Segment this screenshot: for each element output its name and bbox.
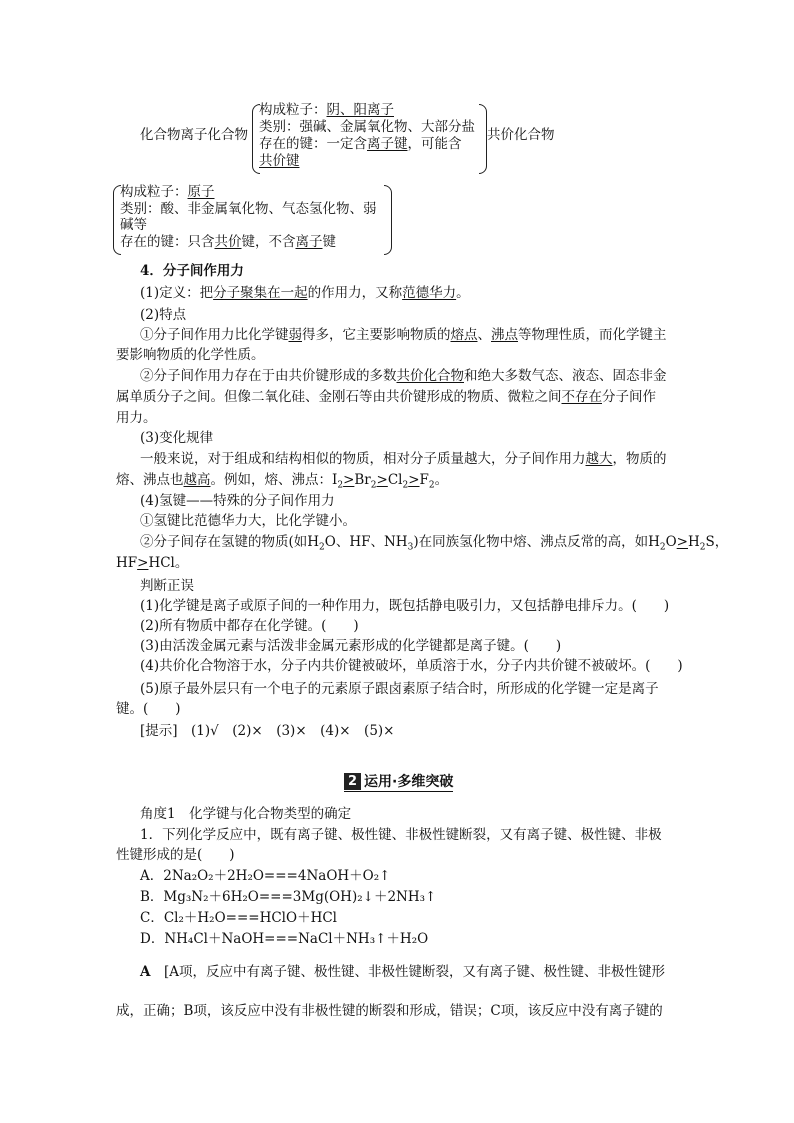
judge-q1: (1)化学键是离子或原子间的一种作用力，既包括静电吸引力，又包括静电排斥力。( ) (140, 598, 670, 614)
feature2-line3: 用力。 (116, 410, 157, 426)
hbond-line3: HF>HCl。 (116, 555, 189, 571)
judge-q5-line1: (5)原子最外层只有一个电子的元素原子跟卤素原子结合时，所形成的化学键一定是离子 (140, 681, 659, 697)
option-d: D．NH₄Cl＋NaOH===NaCl＋NH₃↑＋H₂O (140, 931, 429, 947)
ionic-right-brace (479, 104, 487, 174)
feature2-line1: ②分子间作用力存在于由共价键形成的多数共价化合物和绝大多数气态、液态、固态非金 (140, 368, 667, 384)
hbond-line2: ②分子间存在氢键的物质(如$H_2O$、HF、$NH_3$)在同族氢化物中熔、沸点反常的高，如$H_2O>H_2S$， (140, 534, 729, 553)
features-title: (2)特点 (140, 307, 187, 323)
section-banner-title: 运用·多维突破 (364, 774, 454, 790)
rule-line1: 一般来说，对于组成和结构相似的物质，相对分子质量越大，分子间作用力越大，物质的 (140, 451, 667, 467)
hbond-title: (4)氢键——特殊的分子间作用力 (140, 493, 335, 509)
ionic-bond: 存在的键：一定含离子键，可能含 (259, 136, 462, 152)
hbond-line1: ①氢键比范德华力大，比化学键小。 (140, 513, 356, 529)
definition-line: (1)定义：把分子聚集在一起的作用力，又称范德华力。 (140, 285, 470, 301)
option-a: A．2Na₂O₂＋2H₂O===4NaOH＋O₂↑ (140, 868, 391, 884)
covalent-right-brace (384, 185, 392, 255)
judge-q5-line2: 键。( ) (116, 701, 181, 717)
judge-q2: (2)所有物质中都存在化学键。( ) (140, 618, 359, 634)
covalent-bond: 存在的键：只含共价键，不含离子键 (120, 234, 336, 250)
covalent-category-line2: 碱等 (120, 217, 147, 233)
question-line2: 性键形成的是( ) (116, 847, 235, 863)
section-number-badge: 2 (344, 773, 361, 790)
feature1-line2: 要影响物质的化学性质。 (116, 347, 265, 363)
answer-letter: A (140, 964, 151, 980)
section-banner (344, 772, 453, 792)
option-b: B．Mg₃N₂＋6H₂O===3Mg(OH)₂↓＋2NH₃↑ (140, 889, 437, 905)
diagram-trail: 共价化合物 (487, 127, 555, 143)
answer-line1: A [A项，反应中有离子键、极性键、非极性键断裂，又有离子键、极性键、非极性键形 (140, 964, 665, 980)
rule-title: (3)变化规律 (140, 430, 214, 446)
rule-line2: 熔、沸点也越高。例如，熔、沸点：$I_2>Br_2>Cl_2>F_2$。 (116, 472, 449, 491)
section4-heading: 4．分子间作用力 (140, 263, 244, 279)
angle-title: 角度1 化学键与化合物类型的确定 (140, 806, 352, 822)
judge-hint: [提示] (1)√ (2)× (3)× (4)× (5)× (140, 723, 395, 739)
diagram-lead: 化合物离子化合物 (140, 127, 248, 143)
feature1-line1: ①分子间作用力比化学键弱得多，它主要影响物质的熔点、沸点等物理性质，而化学键主 (140, 327, 667, 343)
option-c: C．Cl₂＋H₂O===HClO＋HCl (140, 910, 337, 926)
judge-q3: (3)由活泼金属元素与活泼非金属元素形成的化学键都是离子键。( ) (140, 638, 562, 654)
answer-line2: 成，正确；B项，该反应中没有非极性键的断裂和形成，错误；C项，该反应中没有离子键的 (116, 1003, 663, 1019)
ionic-particles: 构成粒子：阴、阳离子 (259, 102, 394, 118)
ionic-covalent-word: 共价键 (259, 153, 300, 169)
covalent-particles: 构成粒子：原子 (120, 184, 215, 200)
ionic-category: 类别：强碱、金属氧化物、大部分盐 (259, 119, 475, 135)
judge-q4: (4)共价化合物溶于水，分子内共价键被破坏，单质溶于水，分子内共价键不被破坏。( ) (140, 658, 683, 674)
feature2-line2: 属单质分子之间。但像二氧化硅、金刚石等由共价键形成的物质、微粒之间不存在分子间作 (116, 389, 656, 405)
covalent-category-line1: 类别：酸、非金属氧化物、气态氢化物、弱 (120, 201, 377, 217)
question-line1: 1．下列化学反应中，既有离子键、极性键、非极性键断裂，又有离子键、极性键、非极 (140, 827, 662, 843)
judge-title: 判断正误 (140, 578, 194, 594)
